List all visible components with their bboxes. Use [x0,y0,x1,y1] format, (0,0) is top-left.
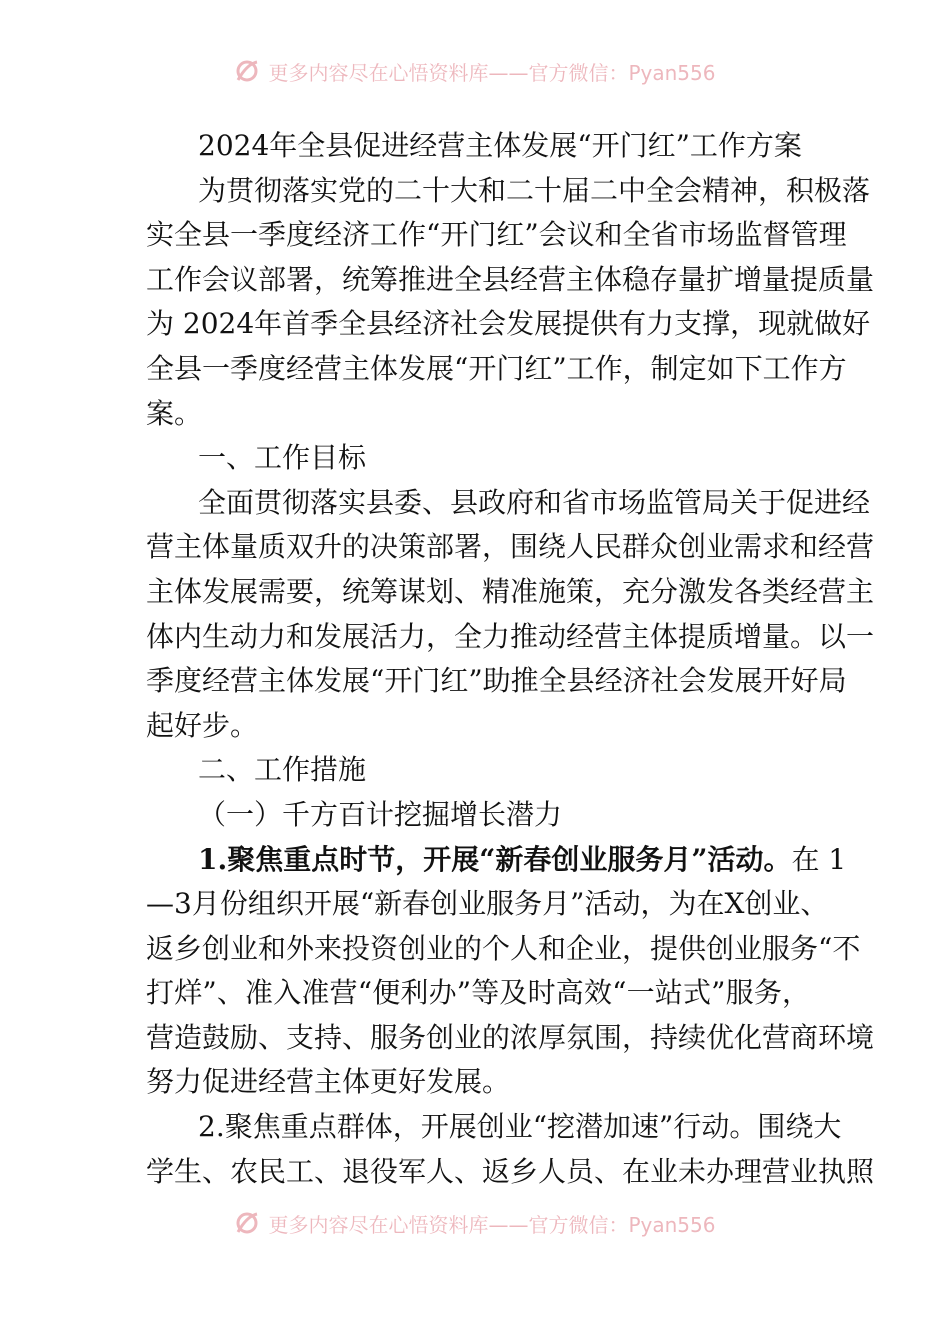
subsection-heading: （一）千方百计挖掘增长潜力 [198,797,563,831]
watermark-logo-icon [234,1210,260,1236]
watermark-text: 更多内容尽在心悟资料库——官方微信：Pyan556 [268,60,716,85]
goals-line: 全面贯彻落实县委、县政府和省市场监管局关于促进经 [198,485,871,519]
intro-line: 工作会议部署，统筹推进全县经营主体稳存量扩增量提质量 [146,262,875,296]
intro-line: 为 2024年首季全县经济社会发展提供有力支撑，现就做好 [146,307,871,341]
intro-line: 实全县一季度经济工作“开门红”会议和全省市场监督管理 [146,218,847,252]
watermark-text: 更多内容尽在心悟资料库——官方微信：Pyan556 [268,1212,716,1237]
item2-line: 2.聚焦重点群体，开展创业“挖潜加速”行动。围绕大 [198,1110,842,1144]
intro-line: 全县一季度经营主体发展“开门红”工作，制定如下工作方 [146,351,847,385]
document-title: 2024年全县促进经营主体发展“开门红”工作方案 [198,129,802,162]
goals-line: 营主体量质双升的决策部署，围绕人民群众创业需求和经营 [146,530,875,564]
item1-line: 营造鼓励、支持、服务创业的浓厚氛围，持续优化营商环境 [146,1020,875,1054]
goals-line: 季度经营主体发展“开门红”助推全县经济社会发展开好局 [146,664,847,698]
item1-line: 返乡创业和外来投资创业的个人和企业，提供创业服务“不 [146,931,861,965]
goals-line: 主体发展需要，统筹谋划、精准施策，充分激发各类经营主 [146,574,875,608]
item1-line: —3月份组织开展“新春创业服务月”活动，为在X创业、 [146,887,829,921]
watermark-footer [0,1208,950,1238]
intro-line: 为贯彻落实党的二十大和二十届二中全会精神，积极落 [198,173,871,207]
section-heading-measures: 二、工作措施 [198,753,367,787]
item1-bold-lead: 1.聚焦重点时节，开展“新春创业服务月”活动。 [198,842,792,876]
watermark-header [0,56,950,86]
document-body [146,124,875,1194]
item1-first-line [146,838,847,883]
section-heading-goals: 一、工作目标 [198,441,367,475]
item1-first-line-rest: 在 1 [791,842,847,876]
intro-line: 案。 [146,396,203,430]
goals-line: 体内生动力和发展活力，全力推动经营主体提质增量。以一 [146,619,875,653]
goals-line: 起好步。 [146,708,259,742]
watermark-logo-icon [234,58,260,84]
item1-line: 努力促进经营主体更好发展。 [146,1065,511,1099]
item2-line: 学生、农民工、退役军人、返乡人员、在业未办理营业执照 [146,1154,875,1188]
item1-line: 打烊”、准入准营“便利办”等及时高效“一站式”服务， [146,976,810,1010]
